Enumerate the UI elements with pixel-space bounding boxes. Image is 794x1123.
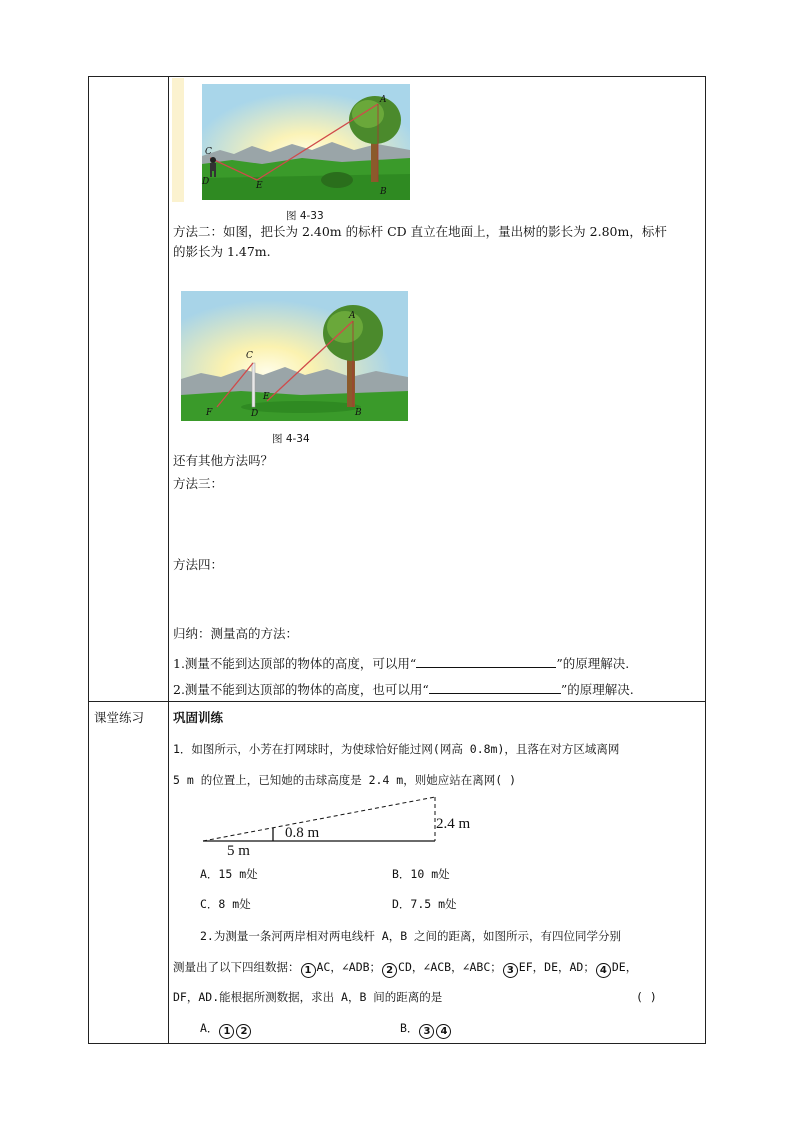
- summary-item2: [173, 681, 634, 698]
- summary-title: 归纳：测量高的方法：: [173, 626, 299, 641]
- column-divider: [168, 77, 169, 1043]
- fig1-label-B: B: [380, 187, 387, 197]
- q2-option-b-circle-4: 4: [436, 1024, 451, 1039]
- q2-group2: CD，∠ACB，∠ABC；: [398, 960, 502, 974]
- other-methods: 还有其他方法吗？: [173, 453, 274, 468]
- section-title: 巩固训练: [173, 710, 224, 725]
- q1-option-c: C．8 m处: [200, 897, 251, 911]
- q2-group1: AC，∠ADB；: [316, 960, 382, 974]
- q2-line2: [173, 959, 637, 978]
- q2-group3: EF，DE，AD；: [518, 960, 595, 974]
- tennis-label-base: 5 m: [227, 843, 250, 859]
- circled-4: 4: [596, 963, 611, 978]
- method2-line1: 方法二：如图，把长为 2.40m 的标杆 CD 直立在地面上，量出树的影长为 2.80m，标杆: [173, 224, 667, 239]
- fig1-label-C: C: [205, 147, 212, 157]
- fig1-caption: 图 4-33: [286, 210, 324, 222]
- q1-line1: 1．如图所示，小芳在打网球时，为使球恰好能过网(网高 0.8m)，且落在对方区域离网: [173, 742, 620, 756]
- summary-item2-blank[interactable]: [429, 681, 561, 694]
- summary-item1-blank[interactable]: [416, 655, 556, 668]
- row2-label: 课堂练习: [94, 710, 145, 725]
- fig2-label-F: F: [206, 408, 213, 418]
- tennis-label-height: 2.4 m: [436, 816, 471, 832]
- q2-option-b-label: B．: [400, 1021, 419, 1035]
- fig2-label-E: E: [263, 392, 270, 402]
- circled-1: 1: [301, 963, 316, 978]
- q1-option-a: A．15 m处: [200, 867, 258, 881]
- fig2-label-A: A: [349, 311, 356, 321]
- q2-option-a-label: A．: [200, 1021, 219, 1035]
- method2-line2: 的影长为 1.47m.: [173, 244, 271, 259]
- summary-item2-post: ”的原理解决.: [560, 682, 634, 697]
- q1-line2: 5 m 的位置上，已知她的击球高度是 2.4 m，则她应站在离网( ): [173, 773, 517, 787]
- fig1-label-E: E: [256, 181, 263, 191]
- fig2-caption: 图 4-34: [272, 433, 310, 445]
- tennis-figure: [195, 790, 495, 862]
- method4-label: 方法四：: [173, 557, 224, 572]
- figure-4-34: [181, 291, 408, 421]
- row-divider: [89, 701, 705, 702]
- circled-2: 2: [382, 963, 397, 978]
- q2-option-a-circle-1: 1: [219, 1024, 234, 1039]
- figure-4-33: [172, 78, 410, 202]
- q2-line3: DF，AD.能根据所测数据，求出 A，B 间的距离的是: [173, 990, 443, 1004]
- q2-group4: DE，: [611, 960, 638, 974]
- q1-option-b: B．10 m处: [392, 867, 450, 881]
- circled-3: 3: [503, 963, 518, 978]
- fig2-label-D: D: [251, 409, 259, 419]
- q2-option-a: [200, 1020, 252, 1039]
- q1-option-d: D．7.5 m处: [392, 897, 457, 911]
- summary-item1-post: ”的原理解决.: [556, 656, 630, 671]
- method3-label: 方法三：: [173, 476, 224, 491]
- q2-option-a-circle-2: 2: [236, 1024, 251, 1039]
- tennis-label-net: 0.8 m: [285, 825, 320, 841]
- fig1-label-D: D: [202, 177, 210, 187]
- summary-item2-pre: 2.测量不能到达顶部的物体的高度，也可以用“: [173, 682, 429, 697]
- fig2-label-B: B: [355, 408, 362, 418]
- summary-item1-pre: 1.测量不能到达顶部的物体的高度，可以用“: [173, 656, 417, 671]
- q2-line2-pre: 测量出了以下四组数据：: [173, 960, 300, 974]
- q2-paren: ( ): [636, 990, 657, 1004]
- q2-line1: 2.为测量一条河两岸相对两电线杆 A，B 之间的距离，如图所示，有四位同学分别: [200, 929, 622, 943]
- q2-option-b: [400, 1020, 452, 1039]
- fig2-label-C: C: [246, 351, 253, 361]
- summary-item1: [173, 655, 629, 672]
- q2-option-b-circle-3: 3: [419, 1024, 434, 1039]
- fig1-label-A: A: [380, 95, 387, 105]
